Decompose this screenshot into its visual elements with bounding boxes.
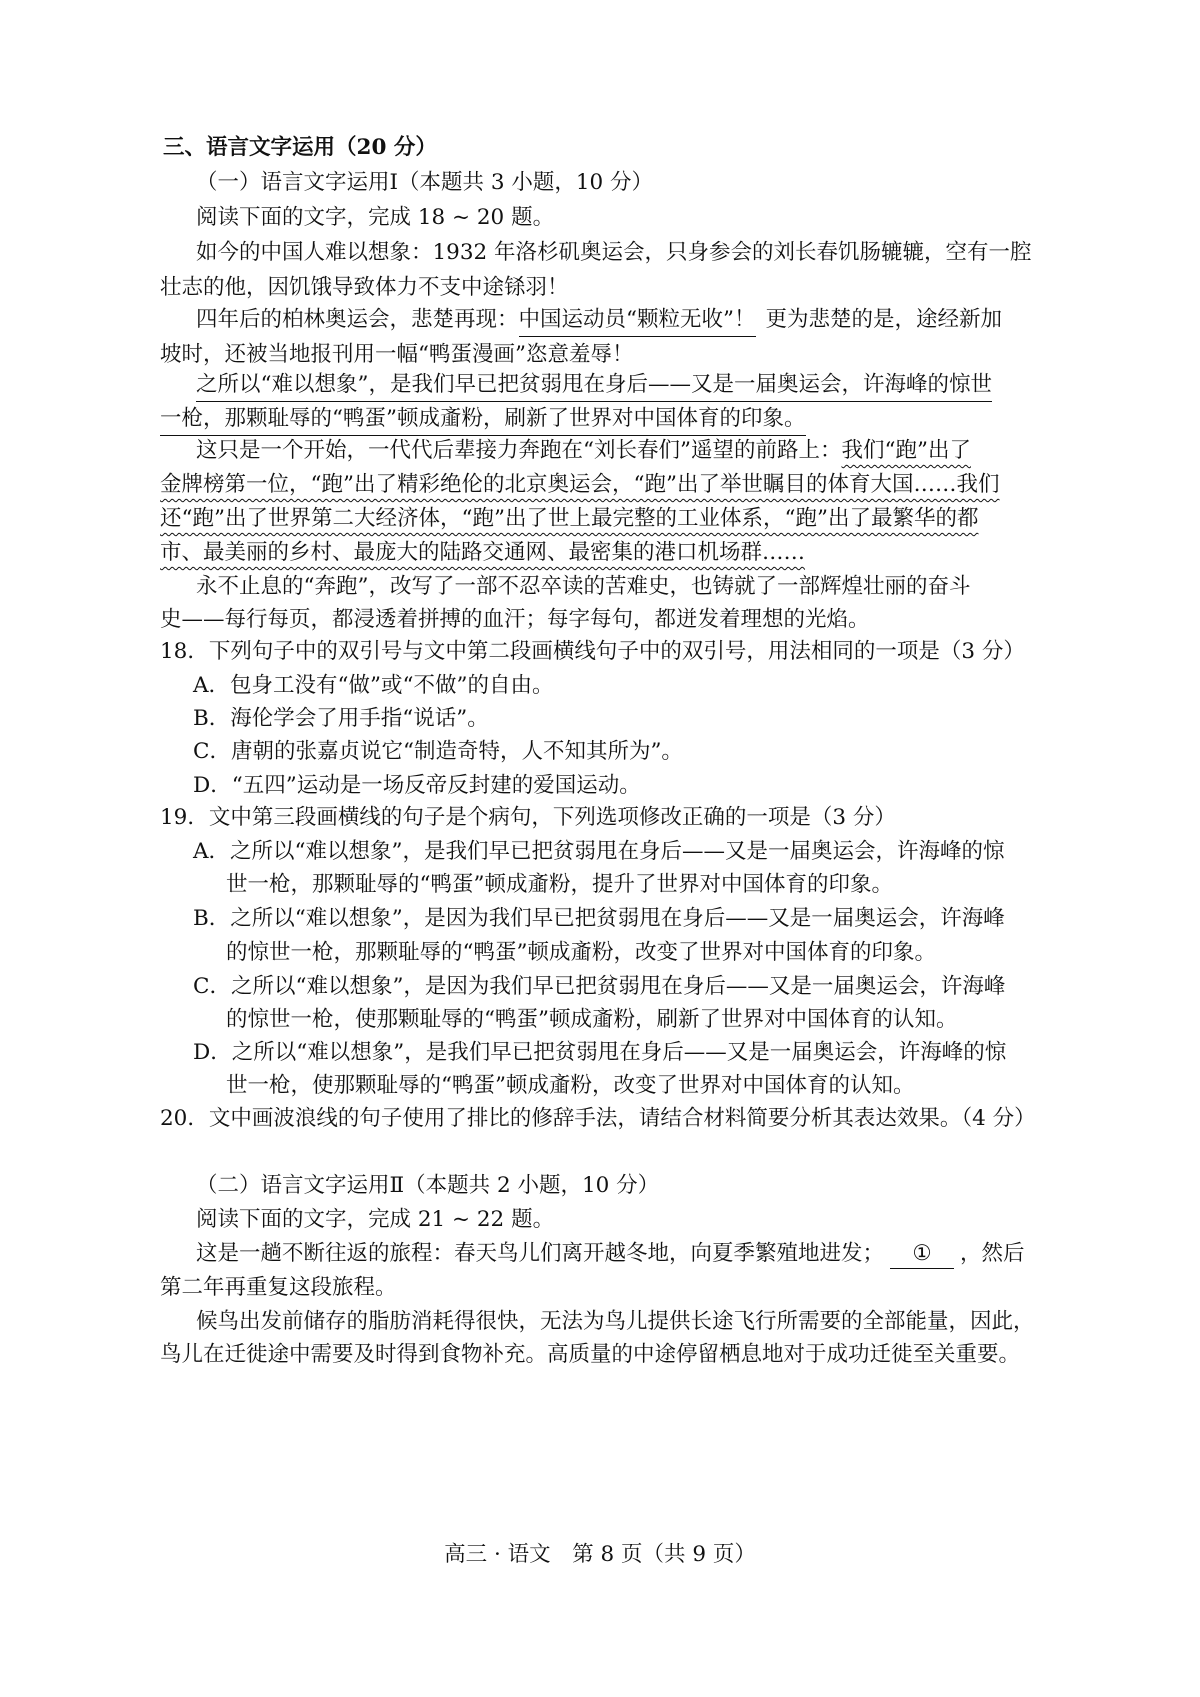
passage-p4-line4 (0, 534, 1200, 572)
underlined-sentence-p2: 中国运动员“颗粒无收”！ (519, 305, 756, 337)
passage-p4-line1 (0, 432, 1200, 470)
q18-stem: 18．下列句子中的双引号与文中第二段画横线句子中的双引号，用法相同的一项是（3 分） (160, 639, 1025, 664)
passage-p2-text-b: 更为悲楚的是，途经新加 (765, 307, 1003, 332)
q19-option-b-line1: B．之所以“难以想象”，是因为我们早已把贫弱甩在身后——又是一届奥运会，许海峰 (193, 906, 1005, 931)
part2-p1-text-b: ，然后 (960, 1241, 1025, 1266)
q18-option-a: A．包身工没有“做”或“不做”的自由。 (193, 673, 554, 698)
part2-p1-text-a: 这是一趟不断往返的旅程：春天鸟儿们离开越冬地，向夏季繁殖地进发； (196, 1241, 885, 1266)
part2-title: （二）语言文字运用Ⅱ（本题共 2 小题，10 分） (196, 1173, 660, 1198)
wavy-sentence-b: 金牌榜第一位，“跑”出了精彩绝伦的北京奥运会，“跑”出了举世瞩目的体育大国……我们 (160, 472, 1000, 497)
part2-p2-line2: 鸟儿在迁徙途中需要及时得到食物补充。高质量的中途停留栖息地对于成功迁徙至关重要。 (160, 1342, 1021, 1367)
section-title: 三、语言文字运用（20 分） (163, 135, 437, 160)
part1-instruction: 阅读下面的文字，完成 18 ~ 20 题。 (196, 205, 555, 230)
q19-option-c-line1: C．之所以“难以想象”，是因为我们早已把贫弱甩在身后——又是一届奥运会，许海峰 (193, 974, 1006, 999)
underlined-sentence-p3-a: 之所以“难以想象”，是我们早已把贫弱甩在身后——又是一届奥运会，许海峰的惊世 (196, 370, 992, 402)
passage-p3-line1 (0, 366, 1200, 404)
q19-option-c-line2: 的惊世一枪，使那颗耻辱的“鸭蛋”顿成齑粉，刷新了世界对中国体育的认知。 (226, 1007, 958, 1032)
q18-option-c: C．唐朝的张嘉贞说它“制造奇特，人不知其所为”。 (193, 739, 683, 764)
passage-p4-line2 (0, 466, 1200, 504)
q19-option-d-line2: 世一枪，使那颗耻辱的“鸭蛋”顿成齑粉，改变了世界对中国体育的认知。 (226, 1073, 915, 1098)
passage-p4-text-a: 这只是一个开始，一代代后辈接力奔跑在“刘长春们”遥望的前路上： (196, 438, 842, 463)
q19-option-b-line2: 的惊世一枪，那颗耻辱的“鸭蛋”顿成齑粉，改变了世界对中国体育的印象。 (226, 940, 936, 965)
q19-option-a-line2: 世一枪，那颗耻辱的“鸭蛋”顿成齑粉，提升了世界对中国体育的印象。 (226, 872, 893, 897)
q18-option-d: D．“五四”运动是一场反帝反封建的爱国运动。 (193, 773, 641, 798)
underlined-sentence-p3-b: 一枪，那颗耻辱的“鸭蛋”顿成齑粉，刷新了世界对中国体育的印象。 (160, 404, 806, 436)
passage-p5-line2: 史——每行每页，都浸透着拼搏的血汗；每字每句，都迸发着理想的光焰。 (160, 607, 870, 632)
passage-p4-line3 (0, 500, 1200, 538)
part2-p1-line1 (0, 1235, 1200, 1273)
part2-p2-line1: 候鸟出发前储存的脂肪消耗得很快，无法为鸟儿提供长途飞行所需要的全部能量，因此， (196, 1309, 1035, 1334)
q19-option-d-line1: D．之所以“难以想象”，是我们早已把贫弱甩在身后——又是一届奥运会，许海峰的惊 (193, 1040, 1007, 1065)
q19-option-a-line1: A．之所以“难以想象”，是我们早已把贫弱甩在身后——又是一届奥运会，许海峰的惊 (193, 839, 1005, 864)
passage-p2-line2: 坡时，还被当地报刊用一幅“鸭蛋漫画”恣意羞辱！ (160, 342, 634, 367)
wavy-sentence-c: 还“跑”出了世界第二大经济体，“跑”出了世上最完整的工业体系，“跑”出了最繁华的都 (160, 506, 979, 531)
passage-p2-line1 (0, 301, 1200, 339)
wavy-sentence-a: 我们“跑”出了 (841, 438, 971, 463)
fill-blank-1[interactable]: ① (890, 1240, 954, 1269)
part1-title: （一）语言文字运用Ⅰ（本题共 3 小题，10 分） (196, 170, 654, 195)
q19-stem: 19．文中第三段画横线的句子是个病句，下列选项修改正确的一项是（3 分） (160, 805, 896, 830)
part2-p1-line2: 第二年再重复这段旅程。 (160, 1275, 397, 1300)
passage-p1-line2: 壮志的他，因饥饿导致体力不支中途铩羽！ (160, 275, 569, 300)
wavy-sentence-d: 市、最美丽的乡村、最庞大的陆路交通网、最密集的港口机场群…… (160, 540, 806, 565)
part2-instruction: 阅读下面的文字，完成 21 ~ 22 题。 (196, 1207, 555, 1232)
passage-p1-line1: 如今的中国人难以想象：1932 年洛杉矶奥运会，只身参会的刘长春饥肠辘辘，空有一腔 (196, 240, 1032, 265)
passage-p5-line1: 永不止息的“奔跑”，改写了一部不忍卒读的苦难史，也铸就了一部辉煌壮丽的奋斗 (196, 574, 971, 599)
page-footer: 高三 · 语文 第 8 页（共 9 页） (444, 1542, 756, 1567)
passage-p2-text-a: 四年后的柏林奥运会，悲楚再现： (196, 307, 519, 332)
q18-option-b: B．海伦学会了用手指“说话”。 (193, 706, 489, 731)
q20-stem: 20．文中画波浪线的句子使用了排比的修辞手法，请结合材料简要分析其表达效果。（4 分） (160, 1106, 1036, 1131)
